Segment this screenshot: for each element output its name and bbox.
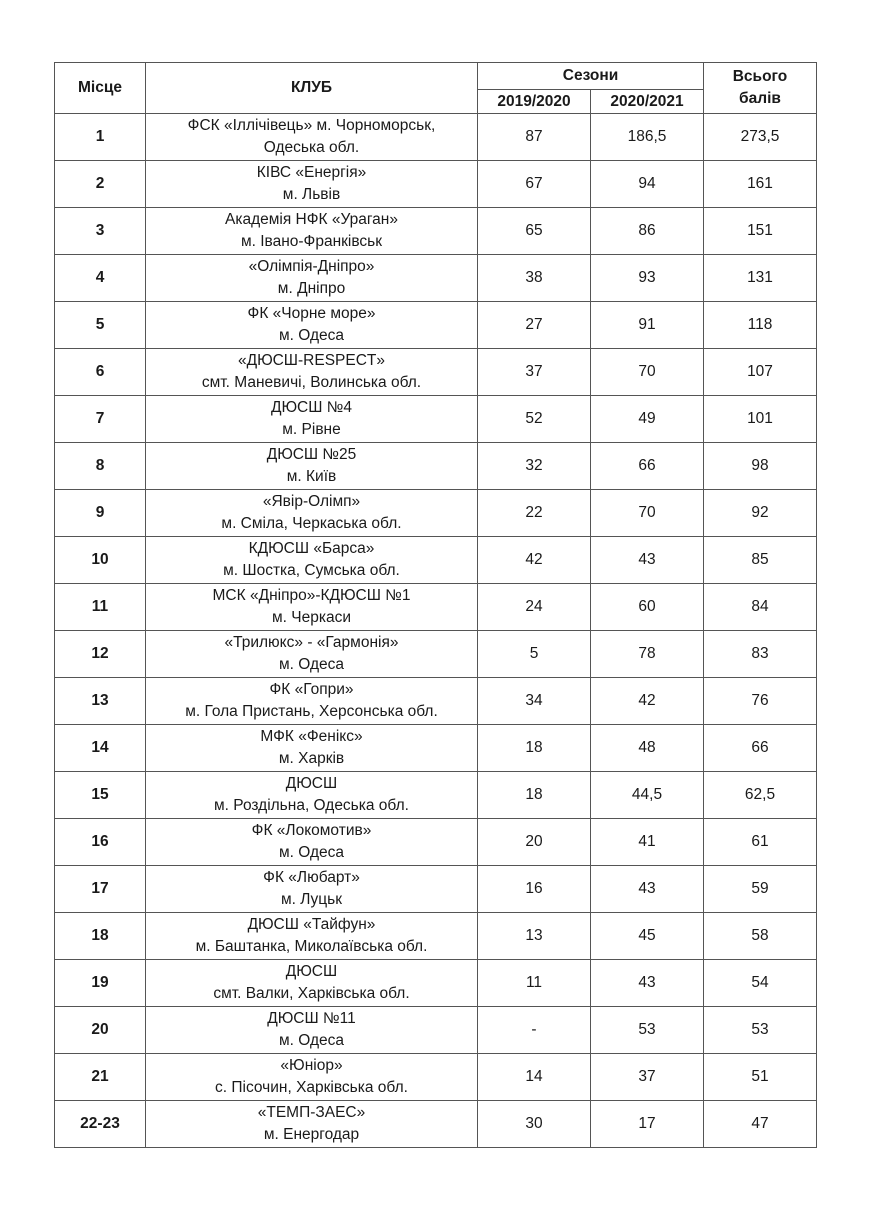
table-row xyxy=(55,537,817,584)
cell-club xyxy=(146,490,478,537)
table-row xyxy=(55,490,817,537)
cell-season-2019-2020: 38 xyxy=(478,255,591,302)
club-city: м. Луцьк xyxy=(280,891,343,908)
cell-season-2019-2020: 16 xyxy=(478,866,591,913)
cell-club xyxy=(146,772,478,819)
table-row xyxy=(55,1007,817,1054)
club-city: Одеська обл. xyxy=(263,139,360,156)
header-place: Місце xyxy=(55,63,146,114)
cell-season-2019-2020: 18 xyxy=(478,772,591,819)
table-body xyxy=(55,114,817,1148)
cell-total: 66 xyxy=(704,725,817,772)
table-row xyxy=(55,960,817,1007)
header-seasons: Сезони xyxy=(478,63,704,90)
table-row xyxy=(55,913,817,960)
header-total xyxy=(704,63,817,114)
cell-season-2020-2021: 93 xyxy=(591,255,704,302)
cell-season-2019-2020: 11 xyxy=(478,960,591,1007)
club-name: «Олімпія-Дніпро» xyxy=(248,258,375,275)
cell-season-2020-2021: 45 xyxy=(591,913,704,960)
cell-club xyxy=(146,302,478,349)
cell-season-2019-2020: 34 xyxy=(478,678,591,725)
cell-club xyxy=(146,960,478,1007)
cell-season-2019-2020: 13 xyxy=(478,913,591,960)
cell-total: 62,5 xyxy=(704,772,817,819)
cell-season-2019-2020: 52 xyxy=(478,396,591,443)
cell-season-2019-2020: 18 xyxy=(478,725,591,772)
cell-season-2019-2020: 37 xyxy=(478,349,591,396)
cell-total: 161 xyxy=(704,161,817,208)
club-city: с. Пісочин, Харківська обл. xyxy=(215,1079,408,1096)
cell-club xyxy=(146,161,478,208)
club-name: ФСК «Іллічівець» м. Чорноморськ, xyxy=(187,117,436,134)
cell-place: 13 xyxy=(55,678,146,725)
club-city: смт. Валки, Харківська обл. xyxy=(213,985,410,1002)
club-city: м. Дніпро xyxy=(277,280,346,297)
cell-total: 58 xyxy=(704,913,817,960)
cell-total: 54 xyxy=(704,960,817,1007)
cell-season-2019-2020: 32 xyxy=(478,443,591,490)
cell-season-2020-2021: 186,5 xyxy=(591,114,704,161)
cell-club xyxy=(146,631,478,678)
table-row xyxy=(55,114,817,161)
cell-season-2020-2021: 41 xyxy=(591,819,704,866)
cell-season-2020-2021: 91 xyxy=(591,302,704,349)
cell-place: 18 xyxy=(55,913,146,960)
cell-season-2020-2021: 42 xyxy=(591,678,704,725)
cell-club xyxy=(146,208,478,255)
header-total-line2: балів xyxy=(739,90,781,107)
cell-season-2020-2021: 94 xyxy=(591,161,704,208)
cell-club xyxy=(146,443,478,490)
cell-total: 47 xyxy=(704,1101,817,1148)
standings-table xyxy=(54,62,817,1148)
club-city: м. Сміла, Черкаська обл. xyxy=(221,515,402,532)
cell-place: 19 xyxy=(55,960,146,1007)
club-city: м. Гола Пристань, Херсонська обл. xyxy=(185,703,438,720)
club-name: «Трилюкс» - «Гармонія» xyxy=(224,634,399,651)
cell-season-2020-2021: 49 xyxy=(591,396,704,443)
cell-season-2020-2021: 37 xyxy=(591,1054,704,1101)
club-name: ФК «Гопри» xyxy=(269,681,354,698)
cell-club xyxy=(146,1007,478,1054)
club-name: ДЮСШ xyxy=(285,963,338,980)
cell-place: 1 xyxy=(55,114,146,161)
cell-season-2019-2020: 20 xyxy=(478,819,591,866)
cell-season-2020-2021: 44,5 xyxy=(591,772,704,819)
cell-total: 51 xyxy=(704,1054,817,1101)
club-city: м. Одеса xyxy=(278,1032,345,1049)
cell-place: 7 xyxy=(55,396,146,443)
cell-season-2020-2021: 43 xyxy=(591,960,704,1007)
cell-total: 53 xyxy=(704,1007,817,1054)
cell-total: 92 xyxy=(704,490,817,537)
club-city: м. Одеса xyxy=(278,656,345,673)
cell-place: 9 xyxy=(55,490,146,537)
club-city: м. Одеса xyxy=(278,844,345,861)
header-total-line1: Всього xyxy=(732,68,788,85)
cell-total: 118 xyxy=(704,302,817,349)
table-row xyxy=(55,678,817,725)
club-city: смт. Маневичі, Волинська обл. xyxy=(201,374,422,391)
cell-season-2019-2020: 30 xyxy=(478,1101,591,1148)
cell-season-2020-2021: 70 xyxy=(591,490,704,537)
cell-club xyxy=(146,114,478,161)
cell-club xyxy=(146,1101,478,1148)
cell-season-2020-2021: 70 xyxy=(591,349,704,396)
club-name: ФК «Локомотив» xyxy=(251,822,372,839)
cell-season-2019-2020: 42 xyxy=(478,537,591,584)
club-name: ДЮСШ №4 xyxy=(271,399,352,416)
cell-club xyxy=(146,396,478,443)
cell-total: 85 xyxy=(704,537,817,584)
cell-total: 61 xyxy=(704,819,817,866)
cell-total: 273,5 xyxy=(704,114,817,161)
table-row xyxy=(55,208,817,255)
header-club: КЛУБ xyxy=(146,63,478,114)
cell-total: 107 xyxy=(704,349,817,396)
club-city: м. Одеса xyxy=(278,327,345,344)
cell-place: 2 xyxy=(55,161,146,208)
cell-place: 16 xyxy=(55,819,146,866)
cell-club xyxy=(146,537,478,584)
table-row xyxy=(55,866,817,913)
header-season-2019-2020: 2019/2020 xyxy=(478,90,591,114)
cell-place: 12 xyxy=(55,631,146,678)
table-row xyxy=(55,443,817,490)
club-name: ДЮСШ №11 xyxy=(267,1010,356,1027)
club-city: м. Івано-Франківськ xyxy=(240,233,383,250)
club-name: «ТЕМП-ЗАЕС» xyxy=(257,1104,366,1121)
cell-season-2020-2021: 53 xyxy=(591,1007,704,1054)
cell-season-2020-2021: 86 xyxy=(591,208,704,255)
cell-club xyxy=(146,866,478,913)
club-name: ДЮСШ xyxy=(285,775,338,792)
cell-season-2019-2020: 87 xyxy=(478,114,591,161)
cell-total: 59 xyxy=(704,866,817,913)
club-name: ДЮСШ «Тайфун» xyxy=(247,916,376,933)
cell-club xyxy=(146,349,478,396)
cell-place: 10 xyxy=(55,537,146,584)
table-row xyxy=(55,725,817,772)
cell-club xyxy=(146,1054,478,1101)
cell-place: 14 xyxy=(55,725,146,772)
table-row xyxy=(55,255,817,302)
cell-season-2020-2021: 17 xyxy=(591,1101,704,1148)
cell-season-2019-2020: 65 xyxy=(478,208,591,255)
cell-club xyxy=(146,819,478,866)
cell-place: 4 xyxy=(55,255,146,302)
club-city: м. Енергодар xyxy=(263,1126,360,1143)
header-season-2020-2021: 2020/2021 xyxy=(591,90,704,114)
club-name: «Юніор» xyxy=(280,1057,343,1074)
table-row xyxy=(55,584,817,631)
table-row xyxy=(55,396,817,443)
club-name: Академія НФК «Ураган» xyxy=(225,211,398,228)
table-header xyxy=(55,63,817,114)
club-city: м. Київ xyxy=(286,468,337,485)
cell-season-2019-2020: 67 xyxy=(478,161,591,208)
cell-place: 15 xyxy=(55,772,146,819)
club-city: м. Шостка, Сумська обл. xyxy=(223,562,400,579)
cell-place: 8 xyxy=(55,443,146,490)
cell-total: 76 xyxy=(704,678,817,725)
table-row xyxy=(55,1101,817,1148)
club-city: м. Баштанка, Миколаївська обл. xyxy=(195,938,428,955)
club-name: ФК «Чорне море» xyxy=(247,305,376,322)
cell-place: 6 xyxy=(55,349,146,396)
cell-place: 22-23 xyxy=(55,1101,146,1148)
cell-place: 5 xyxy=(55,302,146,349)
cell-season-2020-2021: 60 xyxy=(591,584,704,631)
club-city: м. Роздільна, Одеська обл. xyxy=(214,797,409,814)
cell-place: 3 xyxy=(55,208,146,255)
cell-club xyxy=(146,913,478,960)
cell-club xyxy=(146,584,478,631)
cell-place: 21 xyxy=(55,1054,146,1101)
cell-place: 11 xyxy=(55,584,146,631)
cell-season-2020-2021: 66 xyxy=(591,443,704,490)
table-row xyxy=(55,302,817,349)
club-city: м. Львів xyxy=(282,186,341,203)
cell-total: 84 xyxy=(704,584,817,631)
cell-season-2019-2020: - xyxy=(478,1007,591,1054)
club-city: м. Рівне xyxy=(282,421,341,438)
club-city: м. Черкаси xyxy=(272,609,351,626)
club-name: МФК «Фенікс» xyxy=(260,728,363,745)
cell-total: 98 xyxy=(704,443,817,490)
cell-season-2020-2021: 48 xyxy=(591,725,704,772)
table-row xyxy=(55,349,817,396)
table-row xyxy=(55,1054,817,1101)
cell-total: 131 xyxy=(704,255,817,302)
table-row xyxy=(55,819,817,866)
cell-total: 83 xyxy=(704,631,817,678)
table-row xyxy=(55,161,817,208)
club-name: МСК «Дніпро»-КДЮСШ №1 xyxy=(212,587,411,604)
club-city: м. Харків xyxy=(278,750,345,767)
cell-total: 101 xyxy=(704,396,817,443)
cell-club xyxy=(146,678,478,725)
club-name: «Явір-Олімп» xyxy=(262,493,361,510)
cell-place: 17 xyxy=(55,866,146,913)
cell-season-2019-2020: 14 xyxy=(478,1054,591,1101)
cell-season-2020-2021: 43 xyxy=(591,537,704,584)
cell-season-2020-2021: 43 xyxy=(591,866,704,913)
cell-season-2019-2020: 5 xyxy=(478,631,591,678)
club-name: ДЮСШ №25 xyxy=(266,446,357,463)
cell-total: 151 xyxy=(704,208,817,255)
cell-season-2019-2020: 22 xyxy=(478,490,591,537)
club-name: КДЮСШ «Барса» xyxy=(248,540,375,557)
cell-club xyxy=(146,725,478,772)
cell-place: 20 xyxy=(55,1007,146,1054)
table-row xyxy=(55,631,817,678)
cell-season-2019-2020: 24 xyxy=(478,584,591,631)
table-row xyxy=(55,772,817,819)
club-name: ФК «Любарт» xyxy=(263,869,360,886)
cell-club xyxy=(146,255,478,302)
cell-season-2019-2020: 27 xyxy=(478,302,591,349)
club-name: КІВС «Енергія» xyxy=(256,164,367,181)
cell-season-2020-2021: 78 xyxy=(591,631,704,678)
club-name: «ДЮСШ-RESPECT» xyxy=(238,352,385,369)
